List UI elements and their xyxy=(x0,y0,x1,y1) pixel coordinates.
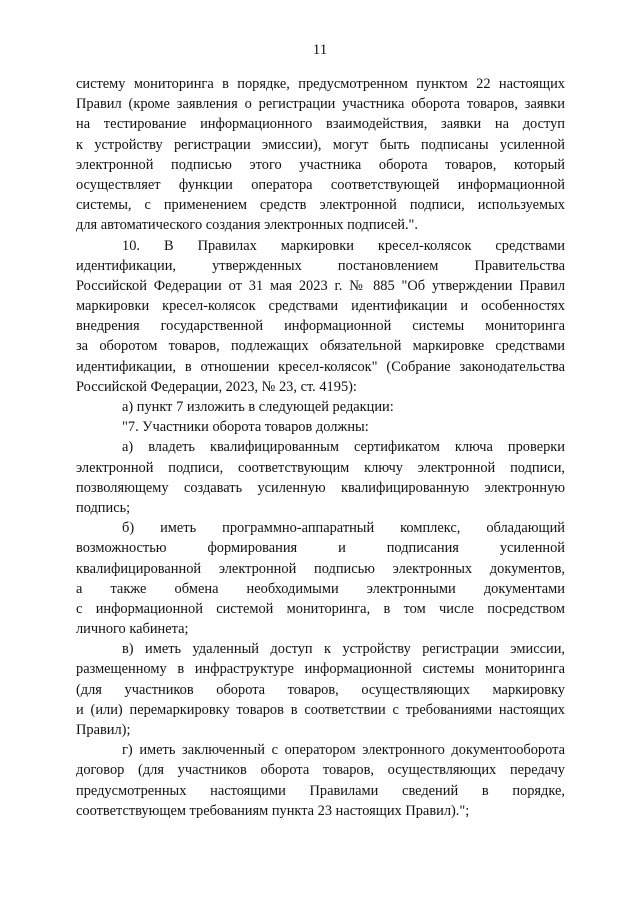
text-line: личного кабинета; xyxy=(76,621,189,638)
text-line: Правил); xyxy=(76,722,131,738)
text-line: "7. Участники оборота товаров должны: xyxy=(122,419,369,436)
text-line: 10. В Правилах маркировки кресел-колясок средствами xyxy=(122,237,565,254)
text-line: за оборотом товаров, подлежащих обязательной маркировке средствами xyxy=(76,338,565,355)
text-line: размещенному в инфраструктуре информационной системы мониторинга xyxy=(76,661,565,678)
text-line: осуществляет функции оператора соответствующей информационной xyxy=(76,176,565,193)
text-line: маркировки кресел-колясок средствами идентификации и особенностях xyxy=(76,298,565,315)
text-line: к устройству регистрации эмиссии), могут быть подписаны усиленной xyxy=(76,136,565,153)
text-line: внедрения государственной информационной системы мониторинга xyxy=(76,318,565,335)
text-line: Российской Федерации, 2023, № 23, ст. 4195): xyxy=(76,378,357,395)
text-line: на тестирование информационного взаимодействия, заявки на доступ xyxy=(76,116,565,133)
text-line: соответствующем требованиям пункта 23 настоящих Правил)."; xyxy=(76,802,470,819)
text-line: и (или) перемаркировку товаров в соответствии с требованиями настоящих xyxy=(76,701,565,718)
text-line: г) иметь заключенный с оператором электронного документооборота xyxy=(122,742,565,759)
text-line: договор (для участников оборота товаров, осуществляющих передачу xyxy=(76,762,565,779)
text-line: электронной подписи, соответствующим ключу электронной подписи, xyxy=(76,459,565,476)
text-line: с информационной системой мониторинга, в том числе посредством xyxy=(76,600,565,617)
text-line: подпись; xyxy=(76,499,131,516)
text-line: электронной подписью этого участника оборота товаров, который xyxy=(76,156,565,173)
text-line: систему мониторинга в порядке, предусмотренном пунктом 22 настоящих xyxy=(76,76,565,92)
text-line: предусмотренных настоящими Правилами сведений в порядке, xyxy=(76,782,565,799)
text-line: (для участников оборота товаров, осуществляющих маркировку xyxy=(76,681,565,698)
document-body xyxy=(76,74,565,821)
text-line: возможностью формирования и подписания усиленной xyxy=(76,540,565,557)
text-line: позволяющему создавать усиленную квалифицированную электронную xyxy=(76,479,565,496)
text-line: Российской Федерации от 31 мая 2023 г. № 885 "Об утверждении Правил xyxy=(76,277,565,294)
text-line: идентификации, в отношении кресел-колясок" (Собрание законодательства xyxy=(76,358,565,375)
text-line: квалифицированной электронной подписью электронных документов, xyxy=(76,560,565,577)
text-line: системы, с применением средств электронной подписи, используемых xyxy=(76,197,565,214)
text-line: б) иметь программно-аппаратный комплекс, обладающий xyxy=(122,520,565,537)
text-line: для автоматического создания электронных подписей.". xyxy=(76,217,419,234)
text-line: в) иметь удаленный доступ к устройству регистрации эмиссии, xyxy=(122,641,565,658)
text-line: идентификации, утвержденных постановлением Правительства xyxy=(76,257,565,274)
text-line: а) владеть квалифицированным сертификатом ключа проверки xyxy=(122,439,565,456)
text-line: а) пункт 7 изложить в следующей редакции: xyxy=(122,399,394,415)
page-number: 11 xyxy=(312,42,328,58)
text-line: Правил (кроме заявления о регистрации участника оборота товаров, заявки xyxy=(76,96,565,113)
text-line: а также обмена необходимыми электронными документами xyxy=(76,580,565,597)
